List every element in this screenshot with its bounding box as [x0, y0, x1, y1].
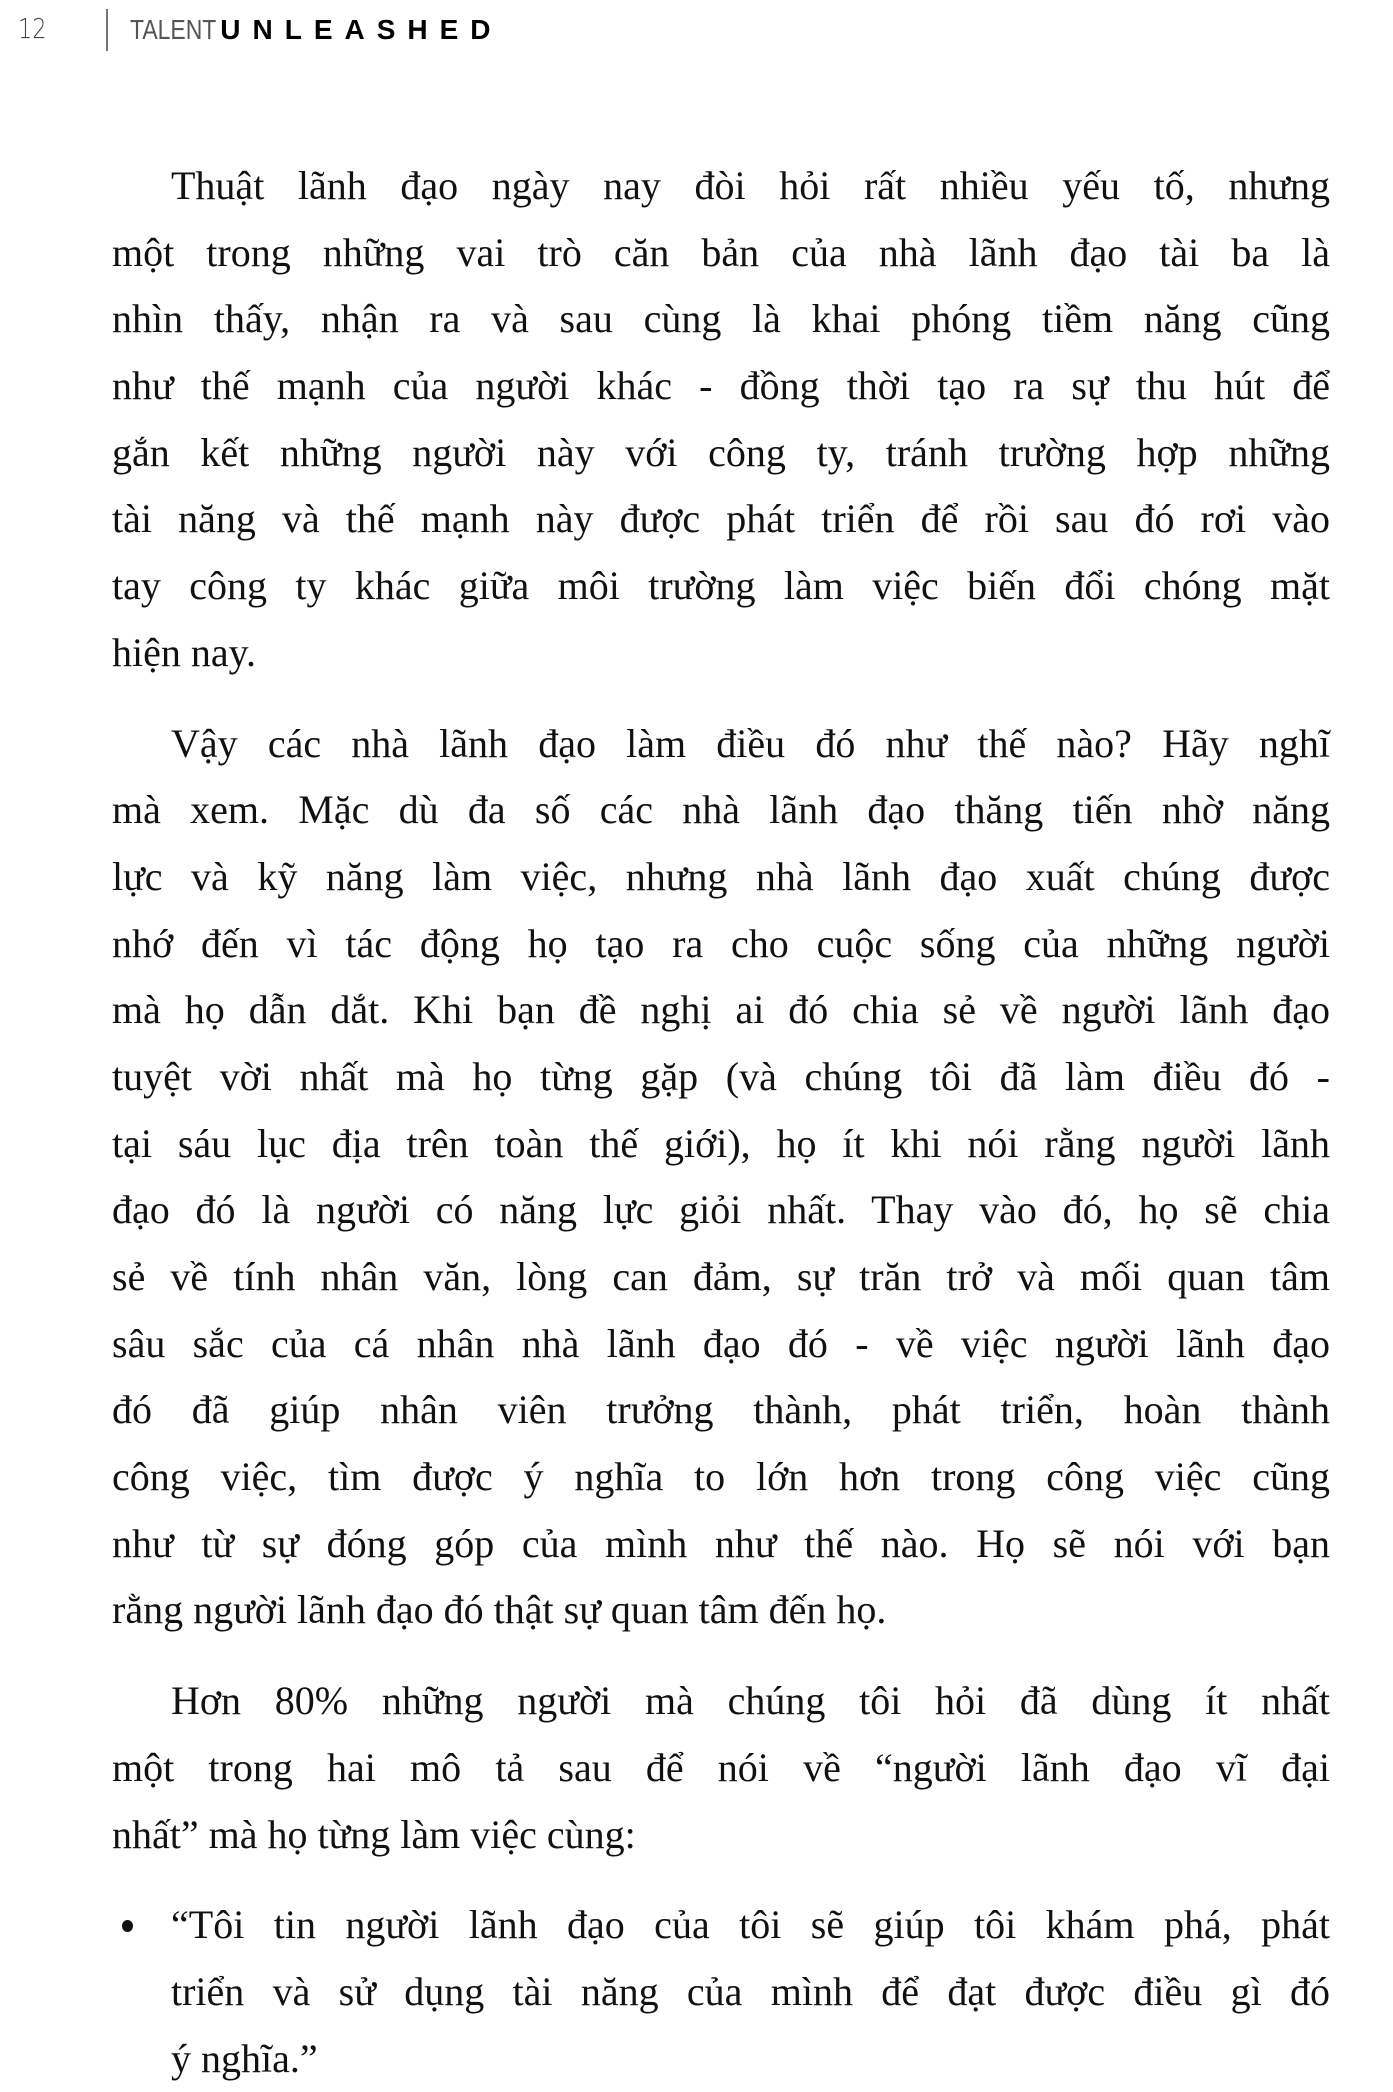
text-line: Vậy các nhà lãnh đạo làm điều đó như thế nào? Hãy nghĩ — [171, 720, 1330, 766]
header-title-light: TALENT — [130, 14, 217, 45]
text-line: nhìn thấy, nhận ra và sau cùng là khai phóng tiềm năng cũng — [112, 296, 1330, 342]
text-line: hiện nay. — [112, 629, 257, 675]
text-line: đạo đó là người có năng lực giỏi nhất. Thay vào đó, họ sẽ chia — [112, 1187, 1330, 1233]
text-line: lực và kỹ năng làm việc, nhưng nhà lãnh đạo xuất chúng được — [112, 853, 1330, 899]
text-line: như từ sự đóng góp của mình như thế nào. Họ sẽ nói với bạn — [112, 1520, 1330, 1566]
text-line: tài năng và thế mạnh này được phát triển để rồi sau đó rơi vào — [112, 496, 1330, 542]
text-line: như thế mạnh của người khác - đồng thời tạo ra sự thu hút để — [112, 363, 1330, 409]
text-line: sẻ về tính nhân văn, lòng can đảm, sự trăn trở và mối quan tâm — [112, 1254, 1330, 1299]
text-line: Hơn 80% những người mà chúng tôi hỏi đã dùng ít nhất — [171, 1678, 1330, 1724]
text-line: triển và sử dụng tài năng của mình để đạt được điều gì đó — [171, 1968, 1330, 2014]
header-title-bold: UNLEASHED — [220, 14, 503, 45]
text-line: rằng người lãnh đạo đó thật sự quan tâm đến họ. — [112, 1587, 887, 1633]
bullet-icon — [122, 1920, 133, 1932]
text-line: nhớ đến vì tác động họ tạo ra cho cuộc sống của những người — [112, 920, 1330, 966]
text-line: “Tôi tin người lãnh đạo của tôi sẽ giúp tôi khám phá, phát — [171, 1902, 1330, 1948]
header-divider — [106, 9, 108, 51]
text-line: nhất” mà họ từng làm việc cùng: — [112, 1811, 636, 1857]
text-line: Thuật lãnh đạo ngày nay đòi hỏi rất nhiều yếu tố, nhưng — [171, 163, 1330, 208]
paragraph — [112, 153, 1330, 687]
paragraph — [112, 711, 1330, 1645]
text-line: sâu sắc của cá nhân nhà lãnh đạo đó - về việc người lãnh đạo — [112, 1320, 1330, 1366]
running-header — [130, 14, 503, 47]
body-text — [112, 153, 1330, 2092]
text-line: tại sáu lục địa trên toàn thế giới), họ ít khi nói rằng người lãnh — [112, 1120, 1330, 1166]
text-line: một trong hai mô tả sau để nói về “người lãnh đạo vĩ đại — [112, 1744, 1330, 1790]
paragraph — [112, 1668, 1330, 1868]
text-line: ý nghĩa.” — [171, 2035, 318, 2081]
bullet-item — [112, 1892, 1330, 2092]
text-line: mà xem. Mặc dù đa số các nhà lãnh đạo thăng tiến nhờ năng — [112, 787, 1330, 833]
page-number: 12 — [18, 12, 47, 45]
text-line: gắn kết những người này với công ty, tránh trường hợp những — [112, 429, 1330, 475]
text-line: tay công ty khác giữa môi trường làm việc biến đổi chóng mặt — [112, 563, 1330, 609]
text-line: tuyệt vời nhất mà họ từng gặp (và chúng tôi đã làm điều đó - — [112, 1053, 1330, 1099]
text-line: công việc, tìm được ý nghĩa to lớn hơn trong công việc cũng — [112, 1454, 1330, 1500]
text-line: đó đã giúp nhân viên trưởng thành, phát triển, hoàn thành — [112, 1387, 1330, 1433]
text-line: một trong những vai trò căn bản của nhà lãnh đạo tài ba là — [112, 229, 1330, 275]
text-line: mà họ dẫn dắt. Khi bạn đề nghị ai đó chia sẻ về người lãnh đạo — [112, 987, 1330, 1033]
